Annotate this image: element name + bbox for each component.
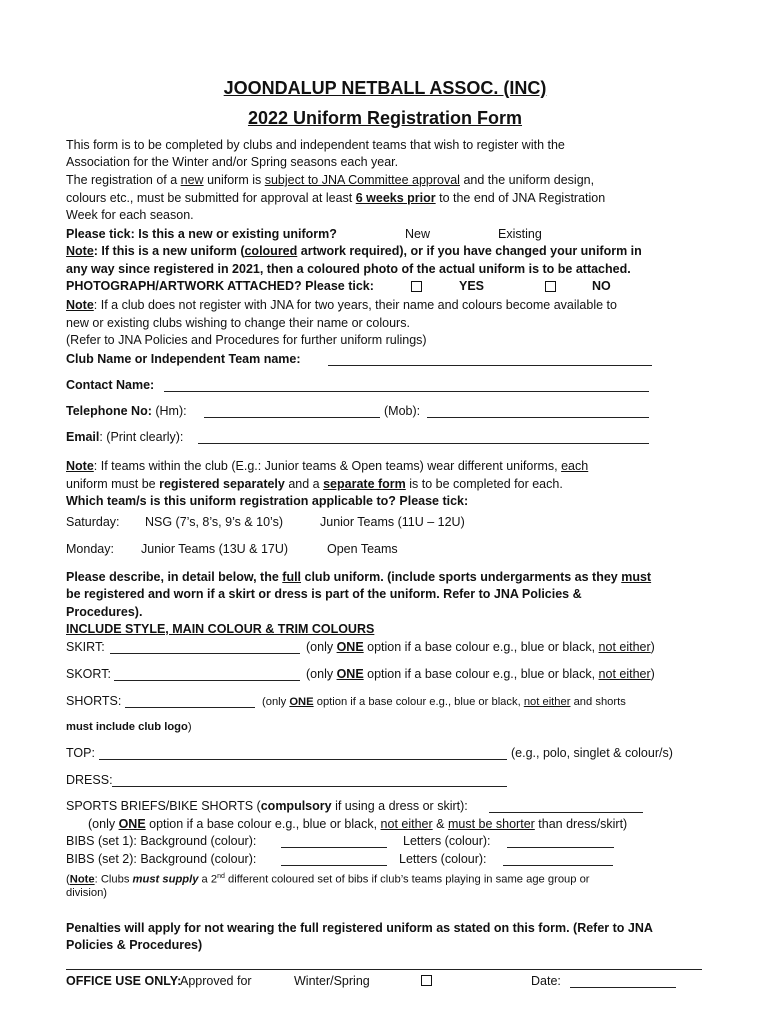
top-field[interactable] [99,746,507,760]
briefs-label: SPORTS BRIEFS/BIKE SHORTS (compulsory if using a dress or skirt): [66,799,468,813]
office-divider [66,969,702,970]
shorts-hint: (only ONE option if a base colour e.g., blue or black, not either and shorts [262,696,626,708]
option-junior-11-12[interactable]: Junior Teams (11U – 12U) [320,515,465,529]
telephone-label: Telephone No: (Hm): [66,404,187,418]
skirt-hint: (only ONE option if a base colour e.g., blue or black, not either) [306,640,655,654]
style-colours-heading: INCLUDE STYLE, MAIN COLOUR & TRIM COLOURS [66,622,375,636]
briefs-hint: (only ONE option if a base colour e.g., blue or black, not either & must be shorter than dress/skirt) [88,817,628,831]
office-season-label: Winter/Spring [294,974,370,988]
bibs-set-1-letters-field[interactable] [507,834,614,848]
top-label: TOP: [66,746,95,760]
intro-line-5: Week for each season. [66,208,194,222]
association-title: JOONDALUP NETBALL ASSOC. (INC) [223,78,547,98]
email-field[interactable] [198,430,649,444]
option-new-label[interactable]: New [405,227,431,241]
skirt-label: SKIRT: [66,640,105,654]
intro-line-4: colours etc., must be submitted for approval at least 6 weeks prior to the end of JNA Registration [66,191,606,205]
describe-line-2: be registered and worn if a skirt or dress is part of the uniform. Refer to JNA Policies & [66,587,582,601]
telephone-home-field[interactable] [204,404,380,418]
penalty-line-1: Penalties will apply for not wearing the full registered uniform as stated on this form. (Refer to JNA [66,921,653,935]
tick-uniform-label: Please tick: Is this a new or existing uniform? [66,227,337,241]
option-open-teams[interactable]: Open Teams [327,542,398,556]
dress-field[interactable] [112,773,507,787]
bibs-set-2-background-field[interactable] [281,852,387,866]
shorts-label: SHORTS: [66,694,122,708]
bibs-set-1-letters-label: Letters (colour): [403,834,491,848]
bibs-set-1-background-field[interactable] [281,834,387,848]
office-use-label: OFFICE USE ONLY: [66,974,182,988]
note-new-uniform-line-1: Note: If this is a new uniform (coloured artwork required), or if you have changed your uniform in [66,244,642,258]
saturday-label: Saturday: [66,515,120,529]
intro-line-1: This form is to be completed by clubs and independent teams that wish to register with the [66,138,565,152]
note-registration-line-1: Note: If a club does not register with JNA for two years, their name and colours become available to [66,298,617,312]
intro-line-2: Association for the Winter and/or Spring seasons each year. [66,155,399,169]
club-name-label: Club Name or Independent Team name: [66,352,301,366]
shorts-field[interactable] [125,694,255,708]
office-approved-label: Approved for [180,974,252,988]
club-name-field[interactable] [328,352,652,366]
skort-label: SKORT: [66,667,111,681]
briefs-field[interactable] [489,799,643,813]
form-title: 2022 Uniform Registration Form [247,108,523,128]
note-registration-line-2: new or existing clubs wishing to change their name or colours. [66,316,410,330]
dress-label: DRESS: [66,773,113,787]
photo-yes-checkbox[interactable] [411,281,422,292]
skort-field[interactable] [114,667,300,681]
telephone-mobile-field[interactable] [427,404,649,418]
email-label: Email: (Print clearly): [66,430,184,444]
photo-no-label: NO [592,279,611,293]
monday-label: Monday: [66,542,114,556]
intro-line-3: The registration of a new uniform is subject to JNA Committee approval and the uniform design, [66,173,595,187]
penalty-line-2: Policies & Procedures) [66,938,203,952]
contact-name-label: Contact Name: [66,378,155,392]
bibs-set-2-label: BIBS (set 2): Background (colour): [66,852,257,866]
bibs-set-2-letters-label: Letters (colour): [399,852,487,866]
contact-name-field[interactable] [164,378,649,392]
shorts-logo-note: must include club logo) [66,721,192,733]
applicable-teams-label: Which team/s is this uniform registration applicable to? Please tick: [66,494,469,508]
describe-line-3: Procedures). [66,605,143,619]
describe-line-1: Please describe, in detail below, the full club uniform. (include sports undergarments as they must [66,570,652,584]
bibs-note-line-2: division) [66,887,108,899]
top-hint: (e.g., polo, singlet & colour/s) [511,746,673,760]
option-existing-label[interactable]: Existing [498,227,542,241]
skirt-field[interactable] [110,640,300,654]
telephone-mobile-label: (Mob): [384,404,421,418]
note-new-uniform-line-2: any way since registered in 2021, then a coloured photo of the actual uniform is to be attached. [66,262,631,276]
bibs-note-line-1: (Note: Clubs must supply a 2nd different coloured set of bibs if club’s teams playing in same age group or [66,873,590,886]
photo-no-checkbox[interactable] [545,281,556,292]
note-teams-line-1: Note: If teams within the club (E.g.: Junior teams & Open teams) wear different uniforms, each [66,459,589,473]
note-teams-line-2: uniform must be registered separately and a separate form is to be completed for each. [66,477,563,491]
bibs-set-2-letters-field[interactable] [503,852,613,866]
office-season-checkbox[interactable] [421,975,432,986]
photo-attached-label: PHOTOGRAPH/ARTWORK ATTACHED? Please tick: [66,279,374,293]
bibs-set-1-label: BIBS (set 1): Background (colour): [66,834,257,848]
option-nsg[interactable]: NSG (7’s, 8’s, 9’s & 10’s) [145,515,284,529]
office-date-label: Date: [531,974,561,988]
skort-hint: (only ONE option if a base colour e.g., blue or black, not either) [306,667,655,681]
photo-yes-label: YES [459,279,485,293]
note-registration-line-3: (Refer to JNA Policies and Procedures for further uniform rulings) [66,333,427,347]
office-date-field[interactable] [570,974,676,988]
option-junior-13-17[interactable]: Junior Teams (13U & 17U) [141,542,289,556]
